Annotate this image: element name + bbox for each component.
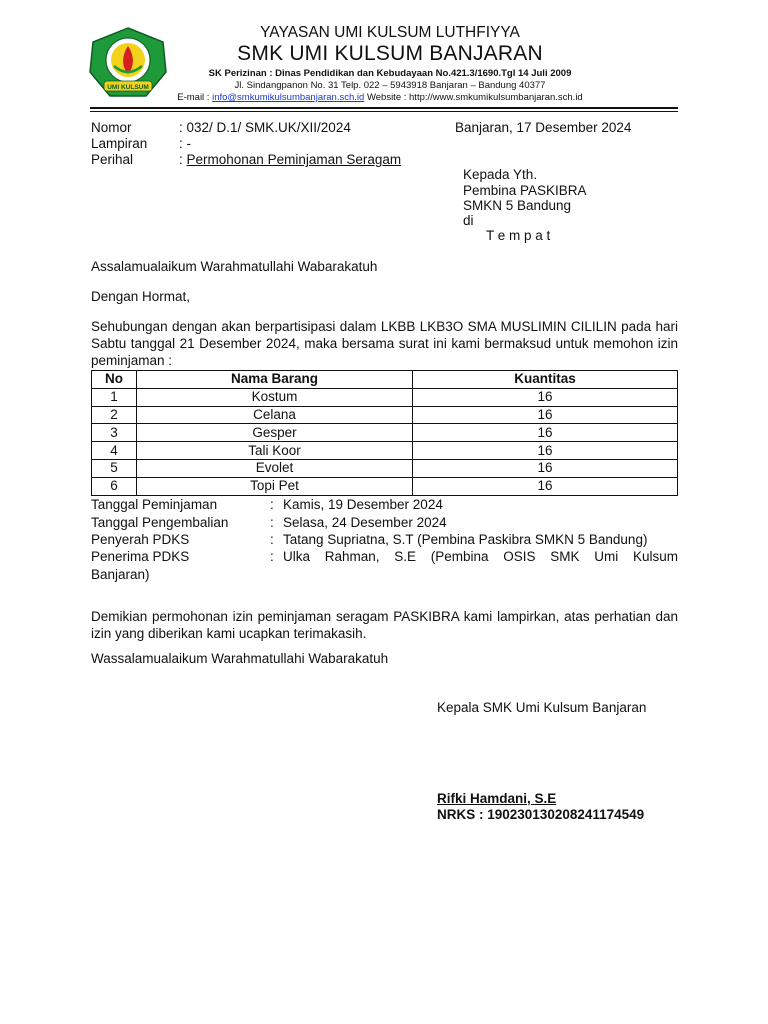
body-paragraph: Sehubungan dengan akan berpartisipasi dalam LKBB LKB3O SMA MUSLIMIN CILILIN pada hari Sabtu tanggal 21 Desember 2024, maka bersama surat ini kami bermaksud untuk memohon izin peminjaman : <box>91 319 678 368</box>
cell-no: 4 <box>92 442 137 460</box>
foundation-name: YAYASAN UMI KULSUM LUTHFIYYA <box>260 24 520 41</box>
signature-title: Kepala SMK Umi Kulsum Banjaran <box>437 700 647 715</box>
cell-qty: 16 <box>413 459 678 477</box>
perihal-value: Permohonan Peminjaman Seragam <box>186 152 402 167</box>
nomor-label: Nomor <box>91 120 132 135</box>
recipient-line2: Pembina PASKIBRA <box>463 183 587 198</box>
signature-nrks: NRKS : 190230130208241174549 <box>437 807 645 822</box>
cell-no: 6 <box>92 477 137 495</box>
perihal-label: Perihal <box>91 152 134 167</box>
detail-label-giver: Penyerah PDKS <box>91 532 190 547</box>
closing-salam: Wassalamualaikum Warahmatullahi Wabarakatuh <box>91 651 389 666</box>
cell-name: Tali Koor <box>137 442 413 460</box>
detail-colon: : <box>270 515 274 530</box>
place-date: Banjaran, 17 Desember 2024 <box>455 120 632 135</box>
detail-value-receiver-wrap: Banjaran) <box>91 567 150 582</box>
recipient-line5: T e m p a t <box>486 228 551 243</box>
cell-qty: 16 <box>413 424 678 442</box>
recipient-line4: di <box>463 213 474 228</box>
license-line: SK Perizinan : Dinas Pendidikan dan Kebudayaan No.421.3/1690.Tgl 14 Juli 2009 <box>208 68 572 79</box>
detail-label-receiver: Penerima PDKS <box>91 549 190 564</box>
header-name: Nama Barang <box>137 371 413 389</box>
cell-no: 2 <box>92 406 137 424</box>
detail-label-return: Tanggal Pengembalian <box>91 515 229 530</box>
address-line: Jl. Sindangpanon No. 31 Telp. 022 – 5943918 Banjaran – Bandung 40377 <box>234 80 546 91</box>
detail-value-borrow: Kamis, 19 Desember 2024 <box>283 497 443 512</box>
detail-colon: : <box>270 549 274 564</box>
table-row <box>92 442 678 460</box>
table-row <box>92 406 678 424</box>
website-text: Website : http://www.smkumikulsumbanjaran.sch.id <box>364 92 583 103</box>
contact-line <box>110 92 650 103</box>
table-row <box>92 388 678 406</box>
detail-value-return: Selasa, 24 Desember 2024 <box>283 515 447 530</box>
cell-qty: 16 <box>413 406 678 424</box>
cell-name: Topi Pet <box>137 477 413 495</box>
detail-value-giver: Tatang Supriatna, S.T (Pembina Paskibra SMKN 5 Bandung) <box>283 532 648 547</box>
table-header-row <box>92 371 678 389</box>
table-row <box>92 459 678 477</box>
cell-qty: 16 <box>413 442 678 460</box>
nomor-value: : 032/ D.1/ SMK.UK/XII/2024 <box>179 120 351 135</box>
signature-name: Rifki Hamdani, S.E <box>437 791 557 806</box>
items-table <box>91 370 678 496</box>
table-row <box>92 424 678 442</box>
cell-qty: 16 <box>413 477 678 495</box>
perihal-colon: : <box>179 152 187 167</box>
cell-name: Celana <box>137 406 413 424</box>
lampiran-value: : - <box>179 136 191 151</box>
email-link[interactable]: info@smkumikulsumbanjaran.sch.id <box>212 92 365 103</box>
header-qty: Kuantitas <box>413 371 678 389</box>
header-no: No <box>92 371 137 389</box>
recipient-line1: Kepada Yth. <box>463 167 538 182</box>
lampiran-label: Lampiran <box>91 136 148 151</box>
recipient-line3: SMKN 5 Bandung <box>463 198 572 213</box>
cell-no: 3 <box>92 424 137 442</box>
detail-value-receiver: Ulka Rahman, S.E (Pembina OSIS SMK Umi Kulsum <box>283 549 678 564</box>
perihal-value-wrap <box>179 151 401 168</box>
email-label: E-mail : <box>177 92 213 103</box>
cell-name: Gesper <box>137 424 413 442</box>
school-name: SMK UMI KULSUM BANJARAN <box>237 42 543 65</box>
detail-colon: : <box>270 532 274 547</box>
logo-text: UMI KULSUM <box>107 84 149 91</box>
cell-name: Kostum <box>137 388 413 406</box>
school-logo <box>88 26 168 102</box>
header-rule-thin <box>90 111 678 112</box>
header-rule-thick <box>90 107 678 109</box>
opening: Dengan Hormat, <box>91 289 191 304</box>
detail-label-borrow: Tanggal Peminjaman <box>91 497 218 512</box>
cell-no: 5 <box>92 459 137 477</box>
detail-colon: : <box>270 497 274 512</box>
cell-name: Evolet <box>137 459 413 477</box>
cell-qty: 16 <box>413 388 678 406</box>
greeting: Assalamualaikum Warahmatullahi Wabarakatuh <box>91 259 378 274</box>
table-row <box>92 477 678 495</box>
closing-paragraph: Demikian permohonan izin peminjaman seragam PASKIBRA kami lampirkan, atas perhatian dan izin yang diberikan kami ucapkan terimakasih. <box>91 609 678 641</box>
cell-no: 1 <box>92 388 137 406</box>
